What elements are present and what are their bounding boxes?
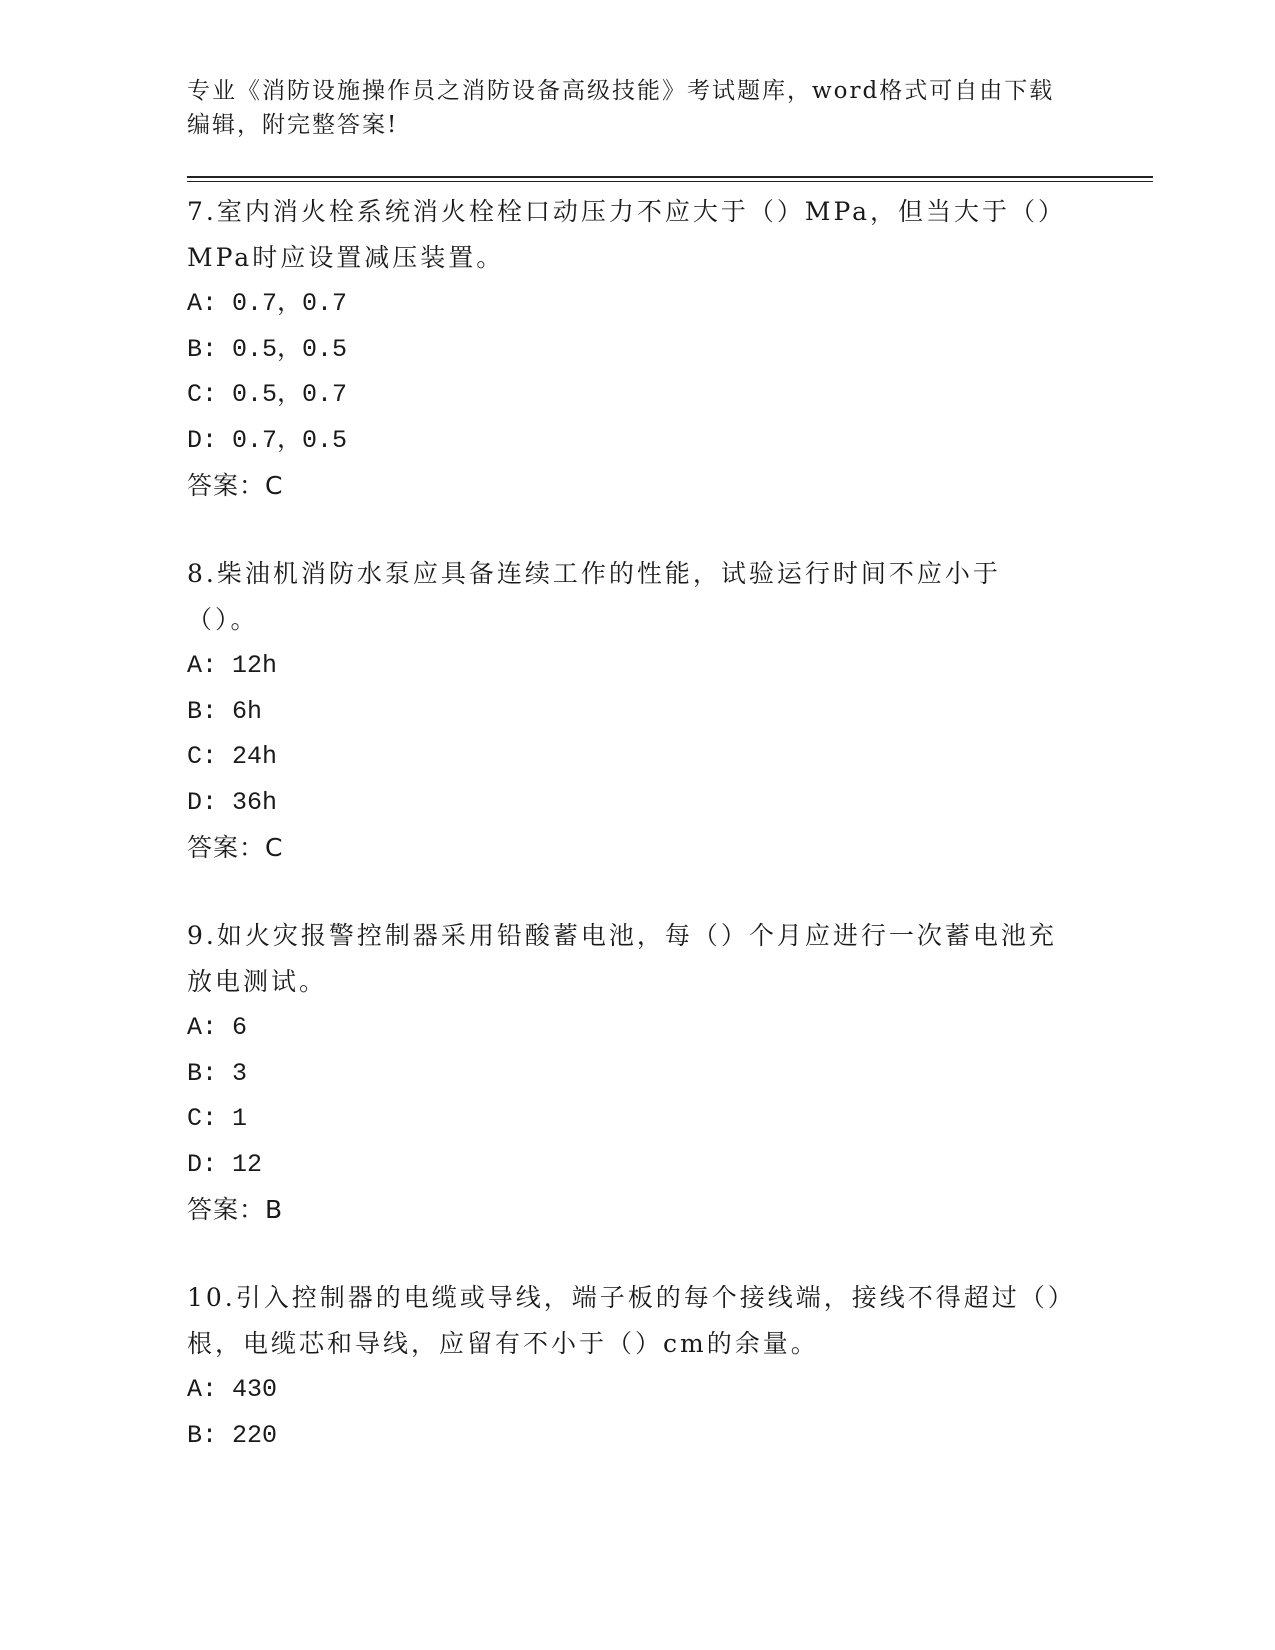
- option-b: B: 6h: [187, 696, 263, 726]
- option-b: B: 0.5，0.5: [187, 334, 348, 364]
- option-a: A: 12h: [187, 651, 278, 680]
- option-b: B: 3: [187, 1058, 248, 1088]
- question-8: [187, 551, 1067, 871]
- option-d: D: 12: [187, 1149, 263, 1179]
- option-a: A: 0.7，0.7: [187, 289, 348, 318]
- answer: 答案：C: [187, 833, 284, 862]
- header-divider-thin: [187, 181, 1153, 182]
- option-d: D: 0.7，0.5: [187, 425, 348, 455]
- option-c: C: 24h: [187, 742, 278, 771]
- question-10: [187, 1275, 1067, 1458]
- option-c: C: 0.5，0.7: [187, 380, 348, 409]
- document-header: 专业《消防设施操作员之消防设备高级技能》考试题库，word格式可自由下载编辑，附完整答案!: [187, 78, 1055, 138]
- answer: 答案：C: [187, 471, 284, 500]
- option-d: D: 36h: [187, 787, 278, 817]
- question-list: [187, 189, 1067, 1500]
- header-divider-thick: [187, 176, 1153, 178]
- option-b: B: 220: [187, 1420, 278, 1450]
- question-9: [187, 913, 1067, 1233]
- question-text: 8.柴油机消防水泵应具备连续工作的性能，试验运行时间不应小于（）。: [187, 559, 1001, 634]
- option-a: A: 430: [187, 1375, 278, 1404]
- option-a: A: 6: [187, 1013, 248, 1042]
- option-c: C: 1: [187, 1104, 248, 1133]
- question-text: 7.室内消火栓系统消火栓栓口动压力不应大于（）MPa，但当大于（）MPa时应设置减压装置。: [187, 197, 1067, 272]
- question-text: 9.如火灾报警控制器采用铅酸蓄电池，每（）个月应进行一次蓄电池充放电测试。: [187, 921, 1057, 996]
- question-7: [187, 189, 1067, 509]
- answer: 答案：B: [187, 1195, 284, 1224]
- question-text: 10.引入控制器的电缆或导线，端子板的每个接线端，接线不得超过（）根，电缆芯和导线，应留有不小于（）cm的余量。: [187, 1283, 1064, 1358]
